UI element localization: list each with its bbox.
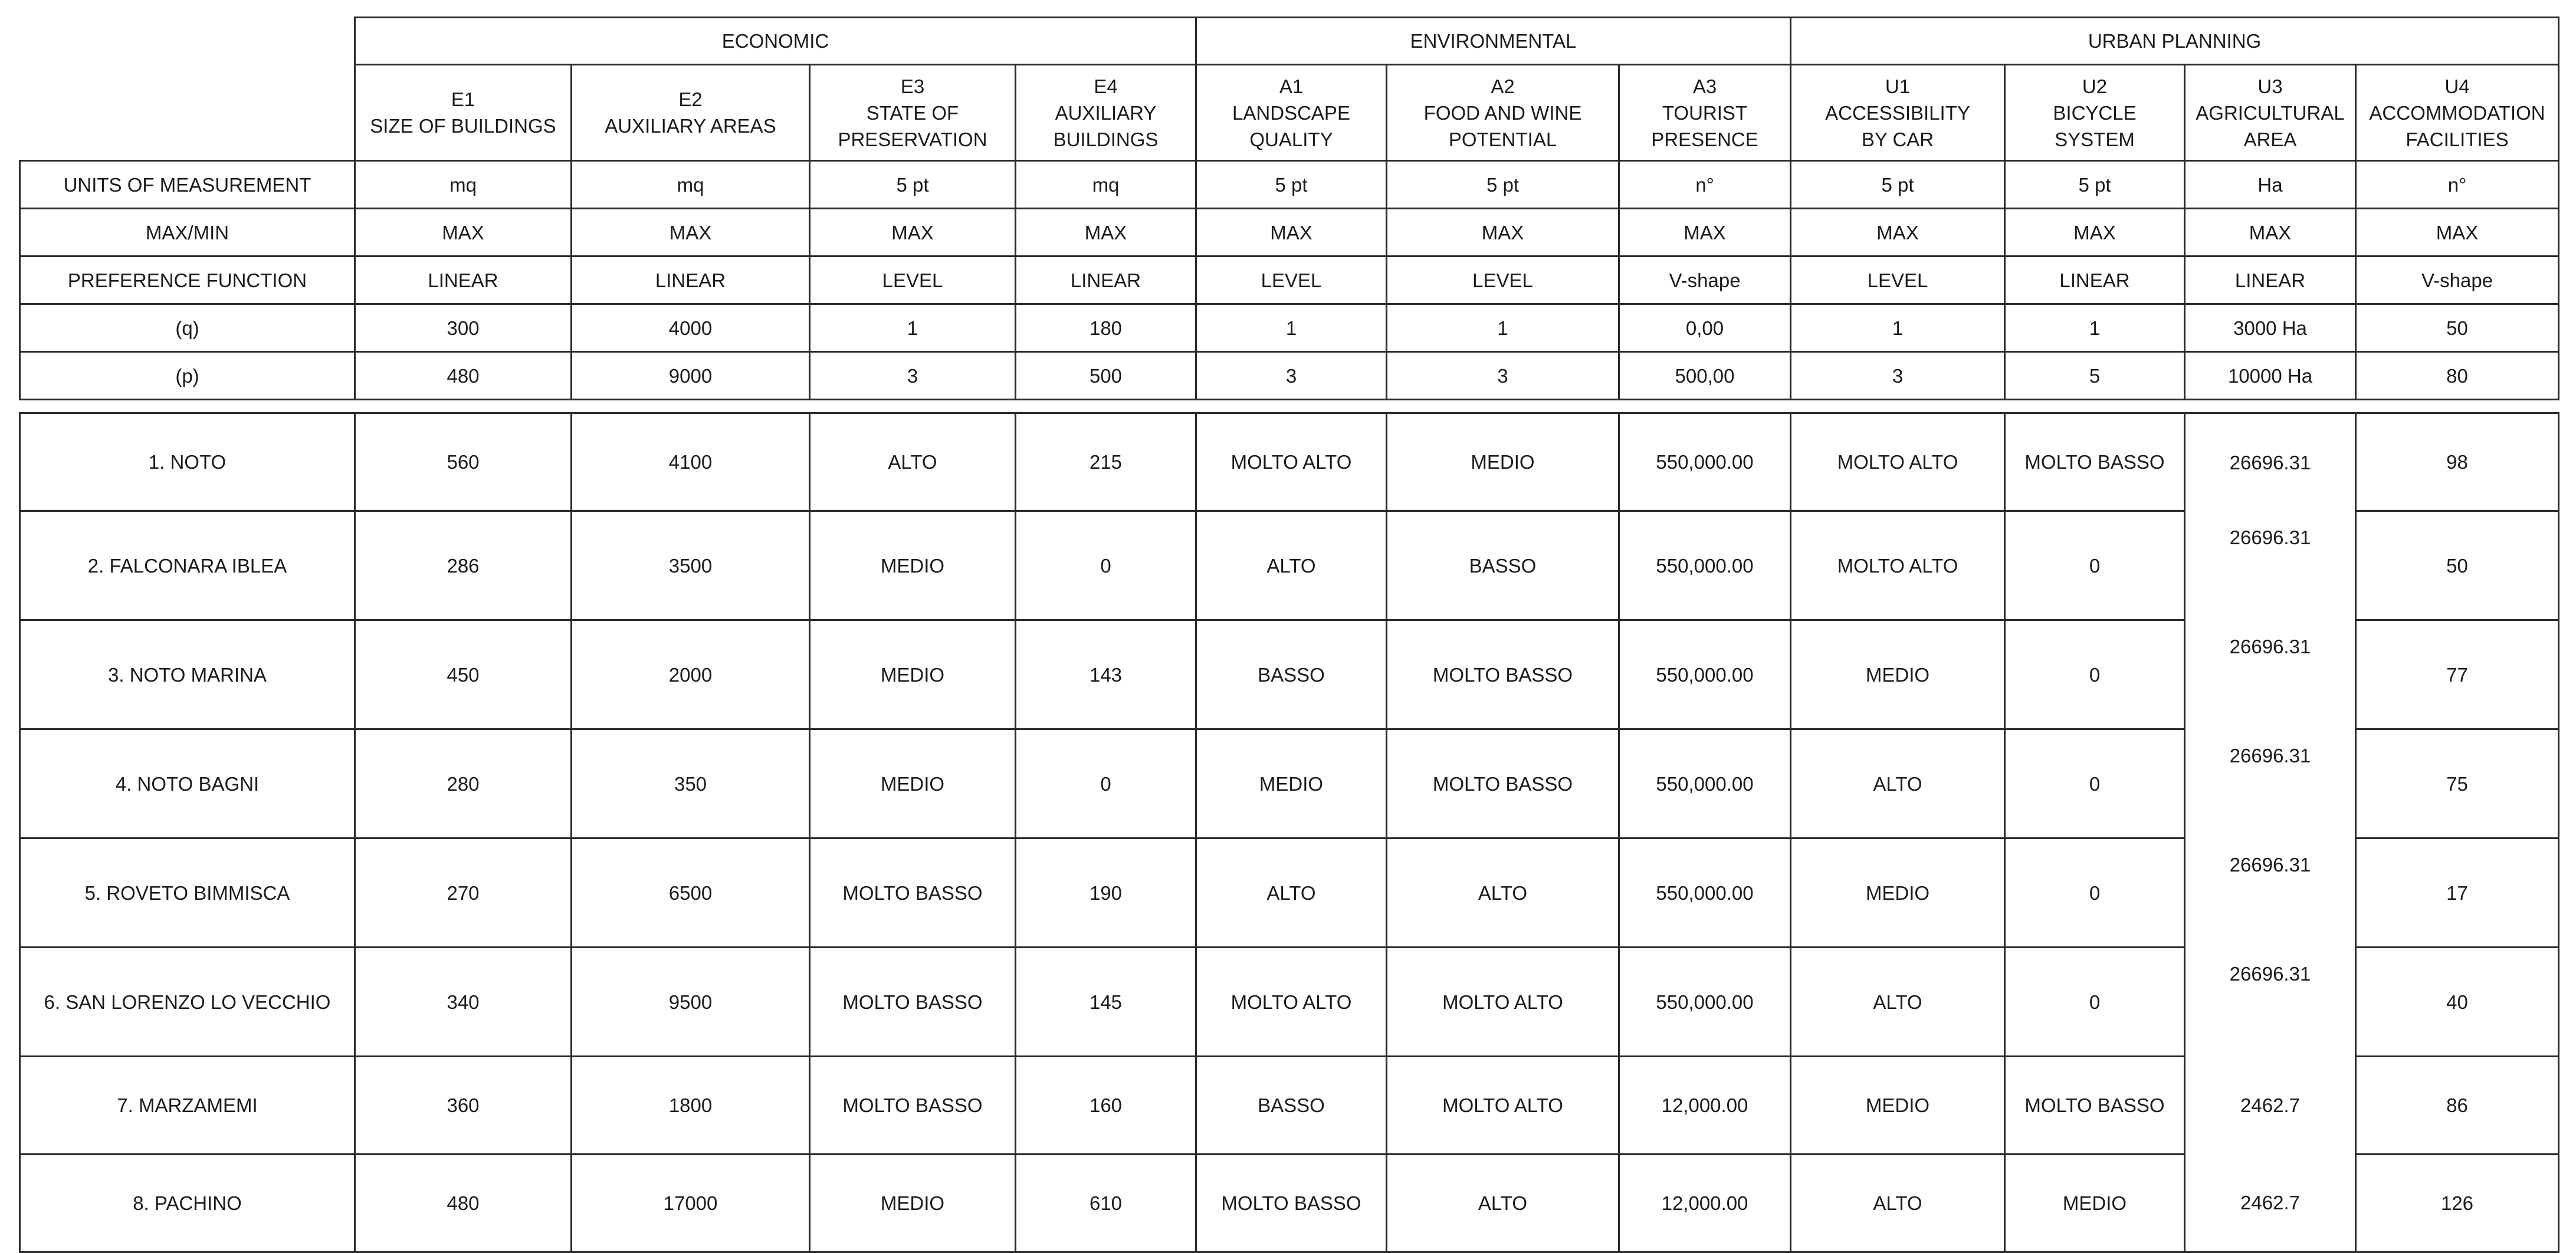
criterion-header-u1 — [1791, 65, 2005, 161]
criterion-code: U1 — [1885, 75, 1911, 97]
alternative-value: ALTO — [1387, 838, 1619, 948]
param-cell: n° — [1619, 161, 1791, 209]
criterion-name: TOURIST PRESENCE — [1651, 101, 1758, 150]
alternative-value: 610 — [1016, 1155, 1196, 1252]
table-row — [20, 948, 2559, 1057]
param-cell: MAX — [572, 209, 810, 256]
param-cell: 500,00 — [1619, 352, 1791, 400]
param-label: MAX/MIN — [20, 209, 355, 256]
alternative-value: MOLTO ALTO — [1791, 511, 2005, 620]
alternative-value: 98 — [2356, 413, 2559, 511]
alternative-value: 550,000.00 — [1619, 729, 1791, 838]
param-cell: mq — [572, 161, 810, 209]
criterion-header-u3 — [2185, 65, 2356, 161]
alternative-value: 17 — [2356, 838, 2559, 948]
criterion-name: AUXILIARY AREAS — [605, 115, 776, 137]
alternative-name: 6. SAN LORENZO LO VECCHIO — [20, 948, 355, 1057]
alternative-value: ALTO — [1791, 1155, 2005, 1252]
param-cell: 80 — [2356, 352, 2559, 400]
alternative-value: 2000 — [572, 620, 810, 729]
alternative-value: 12,000.00 — [1619, 1155, 1791, 1252]
alternative-value: MEDIO — [810, 620, 1016, 729]
param-cell: 3000 Ha — [2185, 304, 2356, 352]
param-label: UNITS OF MEASUREMENT — [20, 161, 355, 209]
param-cell: LINEAR — [2185, 256, 2356, 304]
alternative-name: 8. PACHINO — [20, 1155, 355, 1252]
param-cell: MAX — [1619, 209, 1791, 256]
criterion-header-e1 — [355, 65, 572, 161]
alternative-value: 77 — [2356, 620, 2559, 729]
alternative-value: MOLTO ALTO — [1196, 948, 1387, 1057]
alternative-value: 280 — [355, 729, 572, 838]
alternative-value: MOLTO ALTO — [1196, 413, 1387, 511]
alternative-value: 9500 — [572, 948, 810, 1057]
alternative-value: MOLTO BASSO — [810, 838, 1016, 948]
criterion-code: U2 — [2082, 75, 2108, 97]
alternative-value: 2462.7 — [2185, 1155, 2356, 1252]
alternative-name: 4. NOTO BAGNI — [20, 729, 355, 838]
alternative-name: 3. NOTO MARINA — [20, 620, 355, 729]
criterion-code: E4 — [1094, 75, 1118, 97]
criterion-header-a3 — [1619, 65, 1791, 161]
alternative-value: MOLTO BASSO — [810, 1057, 1016, 1155]
param-cell: MAX — [2356, 209, 2559, 256]
param-cell: 3 — [1387, 352, 1619, 400]
criterion-code: A1 — [1279, 75, 1304, 97]
alternative-value: 26696.31 — [2185, 948, 2356, 1057]
alternative-value: ALTO — [1196, 511, 1387, 620]
param-cell: 4000 — [572, 304, 810, 352]
alternative-value: 26696.31 — [2185, 511, 2356, 620]
param-cell: 1 — [1791, 304, 2005, 352]
criterion-code: E2 — [678, 88, 703, 110]
table-row — [20, 511, 2559, 620]
alternative-value: MEDIO — [2005, 1155, 2185, 1252]
alternative-value: 12,000.00 — [1619, 1057, 1791, 1155]
criterion-header-a1 — [1196, 65, 1387, 161]
alternative-value: MEDIO — [1791, 838, 2005, 948]
alternative-value: 145 — [1016, 948, 1196, 1057]
param-cell: LEVEL — [810, 256, 1016, 304]
alternative-value: MEDIO — [1196, 729, 1387, 838]
alternative-value: 0 — [2005, 729, 2185, 838]
group-urban-planning: URBAN PLANNING — [1791, 18, 2559, 65]
alternative-value: 50 — [2356, 511, 2559, 620]
alternative-value: 0 — [1016, 729, 1196, 838]
alternative-value: 2462.7 — [2185, 1057, 2356, 1155]
alternative-value: 550,000.00 — [1619, 838, 1791, 948]
param-cell: MAX — [355, 209, 572, 256]
criterion-name: SIZE OF BUILDINGS — [370, 115, 556, 137]
table-row — [20, 729, 2559, 838]
param-cell: 5 pt — [810, 161, 1016, 209]
alternative-value: 0 — [2005, 948, 2185, 1057]
alternative-name: 1. NOTO — [20, 413, 355, 511]
alternative-value: ALTO — [1196, 838, 1387, 948]
alternative-value: 1800 — [572, 1057, 810, 1155]
param-cell: V-shape — [2356, 256, 2559, 304]
param-cell: mq — [1016, 161, 1196, 209]
param-cell: 300 — [355, 304, 572, 352]
alternative-value: MOLTO ALTO — [1387, 1057, 1619, 1155]
alternative-value: 190 — [1016, 838, 1196, 948]
criteria-matrix — [19, 17, 2558, 1253]
criteria-header-row — [20, 65, 2559, 161]
alternative-value: 0 — [1016, 511, 1196, 620]
param-cell: n° — [2356, 161, 2559, 209]
alternative-value: MOLTO ALTO — [1387, 948, 1619, 1057]
param-cell: LEVEL — [1387, 256, 1619, 304]
alternative-value: 286 — [355, 511, 572, 620]
table-gap — [20, 400, 2559, 413]
alternative-value: 550,000.00 — [1619, 413, 1791, 511]
param-cell: MAX — [1196, 209, 1387, 256]
param-cell: MAX — [1791, 209, 2005, 256]
table-row — [20, 620, 2559, 729]
alternative-value: 0 — [2005, 838, 2185, 948]
alternative-value: MOLTO ALTO — [1791, 413, 2005, 511]
param-cell: MAX — [810, 209, 1016, 256]
criterion-header-e3 — [810, 65, 1016, 161]
criterion-code: E3 — [900, 75, 925, 97]
alternative-value: 26696.31 — [2185, 729, 2356, 838]
param-cell: MAX — [1387, 209, 1619, 256]
alternative-value: 26696.31 — [2185, 620, 2356, 729]
param-cell: 1 — [810, 304, 1016, 352]
param-row — [20, 209, 2559, 256]
criterion-header-a2 — [1387, 65, 1619, 161]
criterion-header-u2 — [2005, 65, 2185, 161]
alternative-value: 480 — [355, 1155, 572, 1252]
alternative-value: 126 — [2356, 1155, 2559, 1252]
alternative-value: 215 — [1016, 413, 1196, 511]
param-label: (q) — [20, 304, 355, 352]
criteria-table — [19, 17, 2559, 1253]
alternative-value: MOLTO BASSO — [1387, 729, 1619, 838]
alternative-value: 4100 — [572, 413, 810, 511]
alternative-value: 0 — [2005, 620, 2185, 729]
alternative-value: ALTO — [1791, 948, 2005, 1057]
group-header-row — [20, 18, 2559, 65]
param-cell: 1 — [1387, 304, 1619, 352]
criterion-name: LANDSCAPE QUALITY — [1232, 101, 1350, 150]
alternative-name: 2. FALCONARA IBLEA — [20, 511, 355, 620]
alternative-value: ALTO — [1387, 1155, 1619, 1252]
param-label: (p) — [20, 352, 355, 400]
alternative-value: MEDIO — [810, 511, 1016, 620]
alternative-value: MEDIO — [1387, 413, 1619, 511]
alternative-name: 7. MARZAMEMI — [20, 1057, 355, 1155]
alternative-value: 560 — [355, 413, 572, 511]
param-cell: 1 — [1196, 304, 1387, 352]
table-row — [20, 838, 2559, 948]
alternative-value: MOLTO BASSO — [1387, 620, 1619, 729]
criterion-header-e4 — [1016, 65, 1196, 161]
param-row — [20, 352, 2559, 400]
param-cell: 480 — [355, 352, 572, 400]
param-cell: 3 — [1791, 352, 2005, 400]
alternative-value: 270 — [355, 838, 572, 948]
param-cell: 3 — [810, 352, 1016, 400]
criterion-header-u4 — [2356, 65, 2559, 161]
group-environmental: ENVIRONMENTAL — [1196, 18, 1791, 65]
alternative-value: 550,000.00 — [1619, 511, 1791, 620]
param-cell: 10000 Ha — [2185, 352, 2356, 400]
criterion-name: STATE OF PRESERVATION — [838, 101, 987, 150]
param-cell: mq — [355, 161, 572, 209]
alternative-value: 550,000.00 — [1619, 620, 1791, 729]
param-cell: 9000 — [572, 352, 810, 400]
criterion-name: ACCOMMODATION FACILITIES — [2369, 101, 2545, 150]
param-cell: 1 — [2005, 304, 2185, 352]
param-cell: LINEAR — [2005, 256, 2185, 304]
criterion-name: ACCESSIBILITY BY CAR — [1825, 101, 1970, 150]
param-cell: MAX — [2185, 209, 2356, 256]
param-cell: 5 pt — [1196, 161, 1387, 209]
param-cell: 0,00 — [1619, 304, 1791, 352]
param-cell: 3 — [1196, 352, 1387, 400]
alternative-value: BASSO — [1387, 511, 1619, 620]
alternative-value: MEDIO — [1791, 1057, 2005, 1155]
criterion-name: AUXILIARY BUILDINGS — [1053, 101, 1159, 150]
alternative-value: 86 — [2356, 1057, 2559, 1155]
alternative-value: 26696.31 — [2185, 413, 2356, 511]
criterion-code: U3 — [2257, 75, 2283, 97]
alternative-value: MOLTO BASSO — [2005, 413, 2185, 511]
alternative-value: 340 — [355, 948, 572, 1057]
param-cell: MAX — [1016, 209, 1196, 256]
param-cell: LEVEL — [1196, 256, 1387, 304]
criterion-code: A3 — [1692, 75, 1717, 97]
param-cell: V-shape — [1619, 256, 1791, 304]
param-cell: Ha — [2185, 161, 2356, 209]
alternative-value: MOLTO BASSO — [2005, 1057, 2185, 1155]
alternative-value: 75 — [2356, 729, 2559, 838]
param-cell: 5 — [2005, 352, 2185, 400]
alternative-value: 6500 — [572, 838, 810, 948]
criterion-code: A2 — [1491, 75, 1515, 97]
table-row — [20, 1057, 2559, 1155]
param-cell: 5 pt — [1791, 161, 2005, 209]
criterion-name: AGRICULTURAL AREA — [2196, 101, 2345, 150]
alternative-value: BASSO — [1196, 620, 1387, 729]
alternative-value: 26696.31 — [2185, 838, 2356, 948]
param-row — [20, 256, 2559, 304]
alternative-value: MOLTO BASSO — [810, 948, 1016, 1057]
param-cell: LINEAR — [572, 256, 810, 304]
param-label: PREFERENCE FUNCTION — [20, 256, 355, 304]
criterion-code: U4 — [2444, 75, 2470, 97]
param-cell: 50 — [2356, 304, 2559, 352]
alternative-value: 3500 — [572, 511, 810, 620]
alternative-value: MEDIO — [810, 729, 1016, 838]
corner-cell — [20, 18, 355, 161]
alternative-value: 0 — [2005, 511, 2185, 620]
alternative-value: MEDIO — [1791, 620, 2005, 729]
criterion-header-e2 — [572, 65, 810, 161]
param-cell: LINEAR — [355, 256, 572, 304]
alternative-value: 143 — [1016, 620, 1196, 729]
alternative-value: MEDIO — [810, 1155, 1016, 1252]
alternative-value: 350 — [572, 729, 810, 838]
param-cell: 500 — [1016, 352, 1196, 400]
alternative-name: 5. ROVETO BIMMISCA — [20, 838, 355, 948]
param-cell: 5 pt — [1387, 161, 1619, 209]
param-row — [20, 161, 2559, 209]
param-cell: 5 pt — [2005, 161, 2185, 209]
table-row — [20, 1155, 2559, 1252]
criterion-code: E1 — [451, 88, 475, 110]
criterion-name: BICYCLE SYSTEM — [2053, 101, 2137, 150]
alternative-value: 160 — [1016, 1057, 1196, 1155]
alternative-value: MOLTO BASSO — [1196, 1155, 1387, 1252]
table-row — [20, 413, 2559, 511]
alternative-value: 550,000.00 — [1619, 948, 1791, 1057]
criterion-name: FOOD AND WINE POTENTIAL — [1423, 101, 1582, 150]
alternative-value: 40 — [2356, 948, 2559, 1057]
param-cell: MAX — [2005, 209, 2185, 256]
alternative-value: 17000 — [572, 1155, 810, 1252]
alternative-value: 360 — [355, 1057, 572, 1155]
param-cell: 180 — [1016, 304, 1196, 352]
alternative-value: ALTO — [810, 413, 1016, 511]
param-cell: LEVEL — [1791, 256, 2005, 304]
param-row — [20, 304, 2559, 352]
group-economic: ECONOMIC — [355, 18, 1196, 65]
alternative-value: ALTO — [1791, 729, 2005, 838]
param-cell: LINEAR — [1016, 256, 1196, 304]
alternative-value: BASSO — [1196, 1057, 1387, 1155]
alternative-value: 450 — [355, 620, 572, 729]
